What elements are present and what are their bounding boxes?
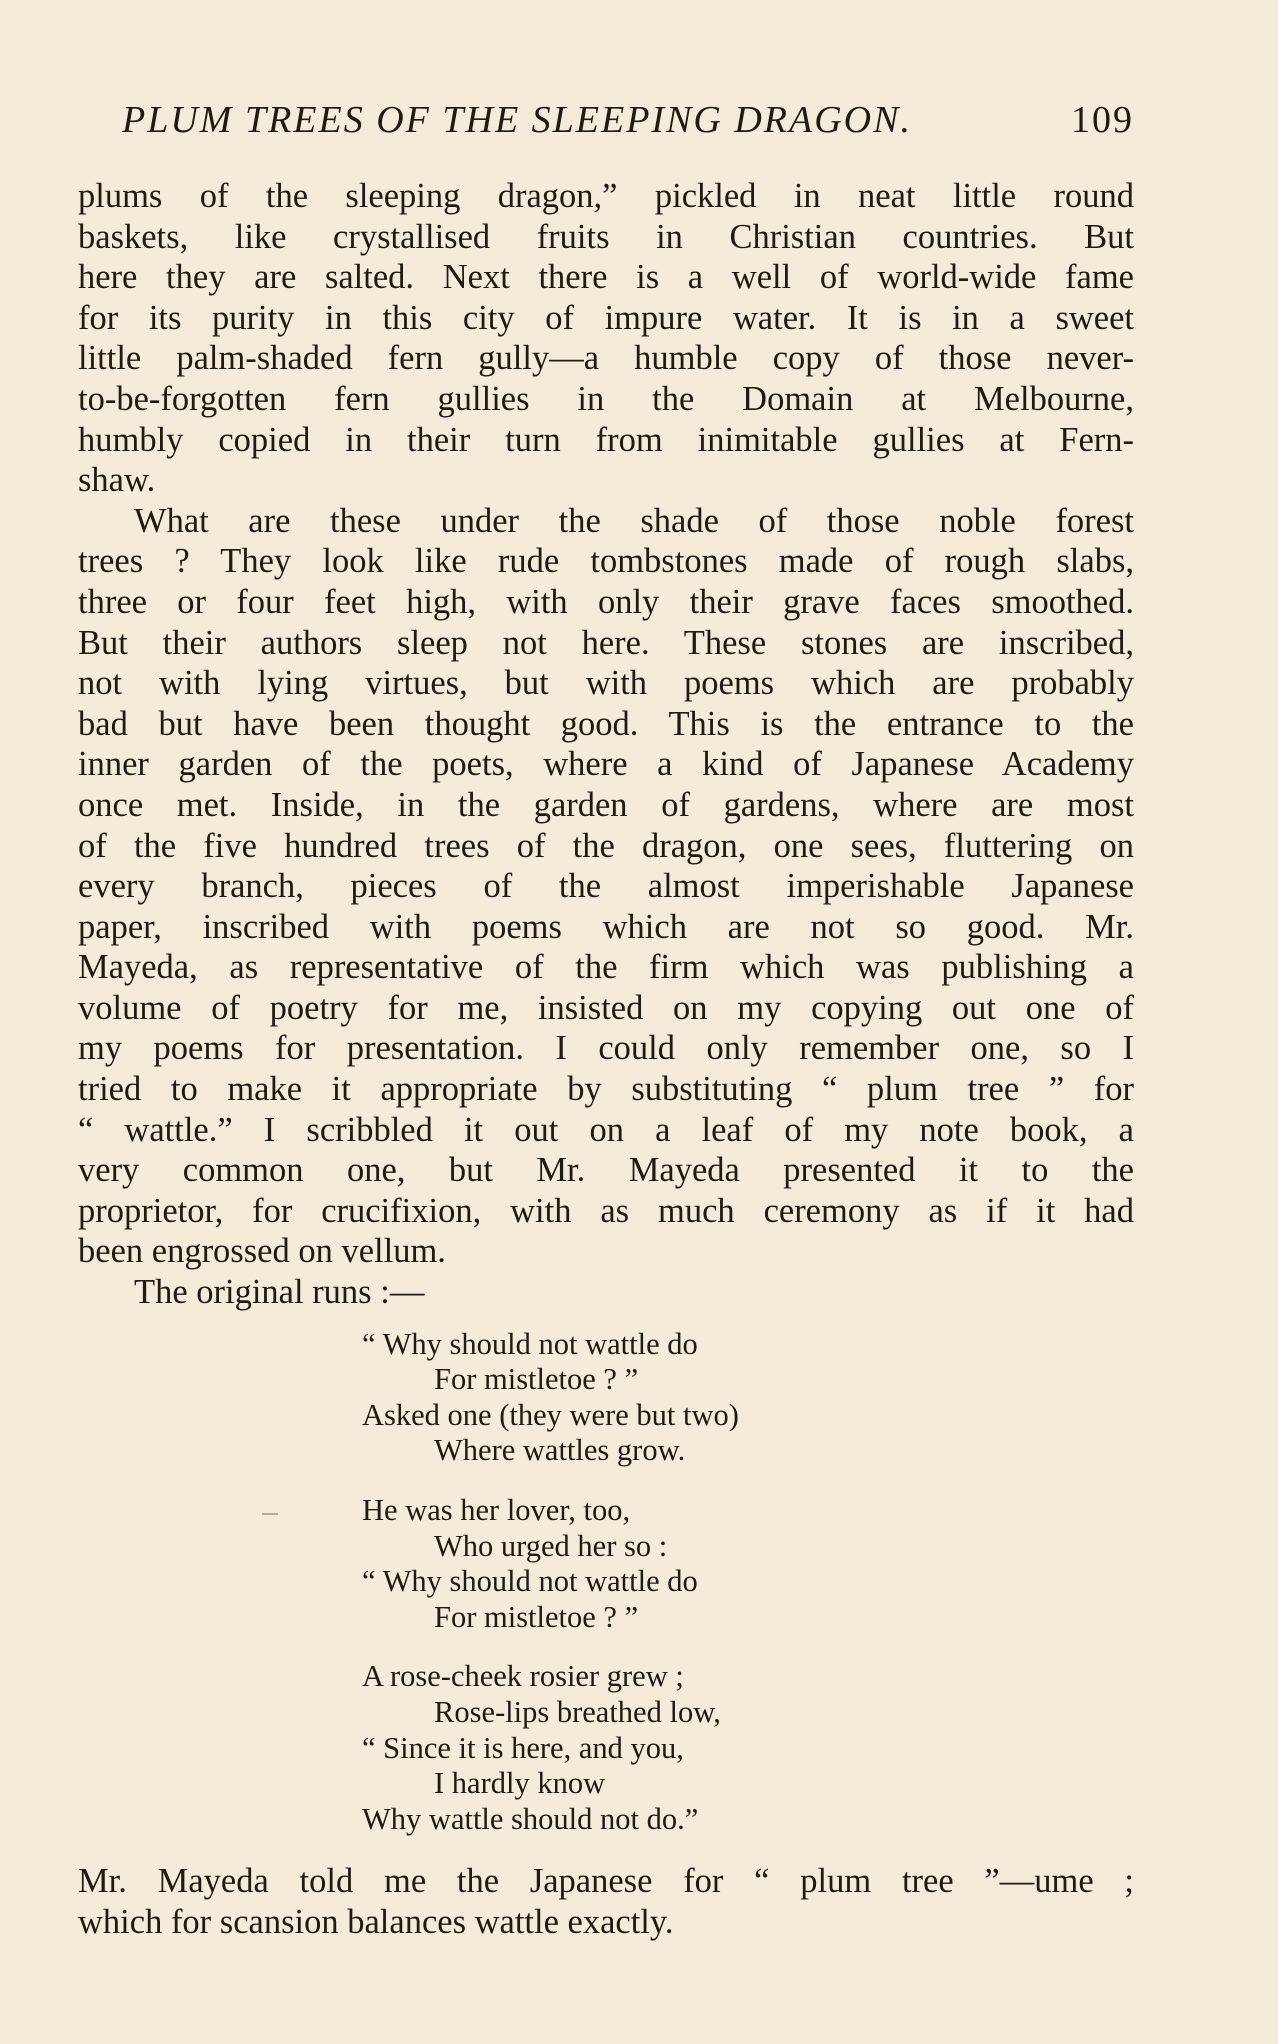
text-line: inner garden of the poets, where a kind of Japanese Academy bbox=[78, 745, 1134, 784]
text-line: shaw. bbox=[78, 461, 156, 500]
poem-line: “ Why should not wattle do bbox=[362, 1564, 698, 1599]
poem-stanza bbox=[362, 1493, 1134, 1635]
text-line: humbly copied in their turn from inimitable gullies at Fern- bbox=[78, 420, 1134, 459]
text-line: been engrossed on vellum. bbox=[78, 1232, 446, 1271]
poem-line: A rose-cheek rosier grew ; bbox=[362, 1659, 684, 1694]
running-head bbox=[78, 92, 1134, 148]
text-line: plums of the sleeping dragon,” pickled in neat little round bbox=[78, 177, 1134, 215]
text-line: Mr. Mayeda told me the Japanese for “ plum tree ”—ume ; bbox=[78, 1862, 1134, 1901]
book-page bbox=[78, 92, 1134, 1943]
text-line: trees ? They look like rude tombstones made of rough slabs, bbox=[78, 542, 1134, 581]
poem-line: Who urged her so : bbox=[434, 1528, 668, 1563]
poem-line: Why wattle should not do.” bbox=[362, 1801, 699, 1836]
poem-line: “ Since it is here, and you, bbox=[362, 1730, 684, 1765]
poem-line: Asked one (they were but two) bbox=[362, 1397, 739, 1432]
text-line: to-be-forgotten fern gullies in the Domain at Melbourne, bbox=[78, 379, 1134, 418]
text-line: “ wattle.” I scribbled it out on a leaf of my note book, a bbox=[78, 1110, 1134, 1149]
closing-paragraph bbox=[78, 1861, 1134, 1942]
text-line: very common one, but Mr. Mayeda presented it to the bbox=[78, 1151, 1134, 1190]
text-line: three or four feet high, with only their grave faces smoothed. bbox=[78, 582, 1134, 621]
poem-line: For mistletoe ? ” bbox=[434, 1599, 639, 1634]
text-line: once met. Inside, in the garden of gardens, where are most bbox=[78, 785, 1134, 824]
text-line: tried to make it appropriate by substituting “ plum tree ” for bbox=[78, 1070, 1134, 1109]
poem-line: For mistletoe ? ” bbox=[434, 1362, 639, 1397]
text-line: proprietor, for crucifixion, with as much ceremony as if it had bbox=[78, 1191, 1134, 1230]
text-line: for its purity in this city of impure water. It is in a sweet bbox=[78, 298, 1134, 337]
text-line: bad but have been thought good. This is the entrance to the bbox=[78, 704, 1134, 743]
poem-line: Where wattles grow. bbox=[434, 1433, 686, 1468]
poem-line: I hardly know bbox=[434, 1766, 606, 1801]
poem-line: “ Why should not wattle do bbox=[362, 1326, 698, 1361]
body-text bbox=[78, 176, 1134, 1313]
running-title: PLUM TREES OF THE SLEEPING DRAGON. bbox=[122, 99, 912, 141]
print-mark bbox=[262, 1513, 278, 1515]
text-line: paper, inscribed with poems which are not so good. Mr. bbox=[78, 907, 1134, 946]
text-line: every branch, pieces of the almost imperishable Japanese bbox=[78, 867, 1134, 906]
poem-stanza bbox=[362, 1327, 1134, 1469]
poem bbox=[362, 1327, 1134, 1838]
page-number: 109 bbox=[1071, 99, 1134, 141]
text-line: of the five hundred trees of the dragon, one sees, fluttering on bbox=[78, 826, 1134, 865]
text-line: which for scansion balances wattle exactly. bbox=[78, 1902, 674, 1941]
text-line: Mayeda, as representative of the firm which was publishing a bbox=[78, 948, 1134, 987]
text-line: my poems for presentation. I could only remember one, so I bbox=[78, 1029, 1134, 1068]
text-line: little palm-shaded fern gully—a humble copy of those never- bbox=[78, 339, 1134, 378]
text-line: baskets, like crystallised fruits in Christian countries. But bbox=[78, 217, 1134, 256]
text-line: The original runs :— bbox=[134, 1273, 425, 1312]
text-line: here they are salted. Next there is a well of world-wide fame bbox=[78, 258, 1134, 297]
poem-line: Rose-lips breathed low, bbox=[434, 1694, 721, 1729]
text-line: not with lying virtues, but with poems which are probably bbox=[78, 664, 1134, 703]
poem-line: He was her lover, too, bbox=[362, 1493, 631, 1527]
poem-stanza bbox=[362, 1659, 1134, 1837]
text-line: What are these under the shade of those noble forest bbox=[134, 501, 1134, 540]
text-line: But their authors sleep not here. These stones are inscribed, bbox=[78, 623, 1134, 662]
text-line: volume of poetry for me, insisted on my copying out one of bbox=[78, 988, 1134, 1027]
